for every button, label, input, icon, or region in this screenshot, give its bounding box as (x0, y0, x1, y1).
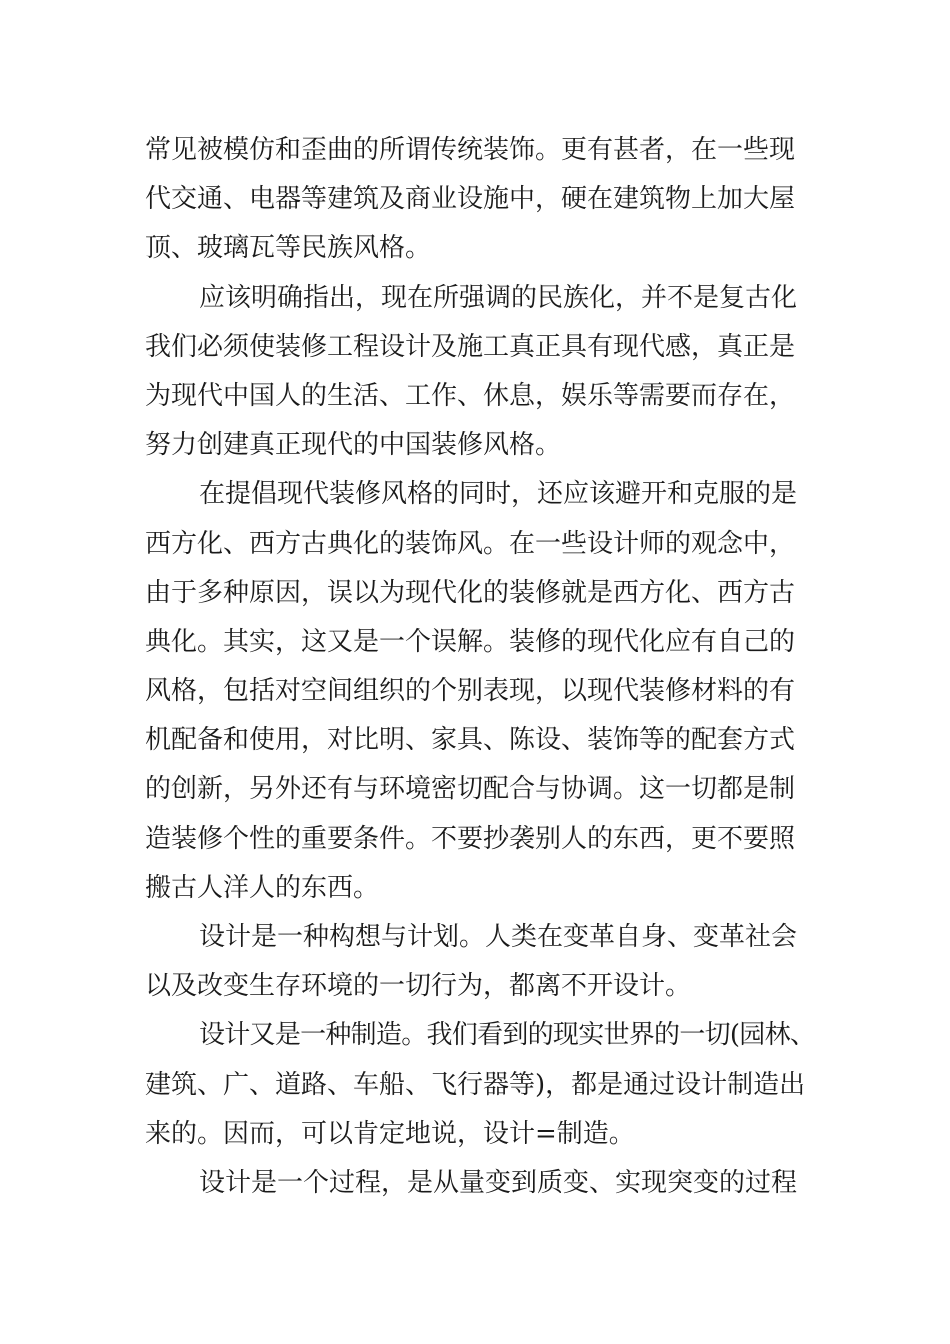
text-line: 代交通、电器等建筑及商业设施中，硬在建筑物上加大屋 (145, 184, 796, 215)
text-line: 以及改变生存环境的一切行为，都离不开设计。 (145, 971, 692, 1002)
text-line: 由于多种原因，误以为现代化的装修就是西方化、西方古 (145, 577, 796, 608)
paragraph-first-line: 应该明确指出，现在所强调的民族化，并不是复古化 (199, 282, 798, 313)
text-line: 典化。其实，这又是一个误解。装修的现代化应有自己的 (145, 626, 796, 657)
text-line: 造装修个性的重要条件。不要抄袭别人的东西，更不要照 (145, 823, 796, 854)
paragraph-first-line: 在提倡现代装修风格的同时，还应该避开和克服的是 (199, 479, 798, 510)
paragraph-first-line: 设计是一个过程，是从量变到质变、实现突变的过程 (199, 1167, 798, 1198)
text-line: 我们必须使装修工程设计及施工真正具有现代感，真正是 (145, 331, 796, 362)
paragraph-first-line: 设计是一种构想与计划。人类在变革自身、变革社会 (199, 922, 798, 952)
text-line: 来的。因而，可以肯定地说，设计=制造。 (145, 1118, 635, 1149)
text-line: 的创新，另外还有与环境密切配合与协调。这一切都是制 (145, 774, 796, 805)
text-line: 搬古人洋人的东西。 (145, 872, 380, 903)
paragraph-first-line: 设计又是一种制造。我们看到的现实世界的一切(园林、 (199, 1020, 816, 1051)
text-line: 努力创建真正现代的中国装修风格。 (145, 430, 562, 461)
text-line: 常见被模仿和歪曲的所谓传统装饰。更有甚者，在一些现 (145, 135, 796, 165)
text-line: 为现代中国人的生活、工作、休息，娱乐等需要而存在， (145, 380, 796, 411)
text-line: 建筑、广、道路、车船、飞行器等)，都是通过设计制造出 (145, 1069, 806, 1100)
text-line: 机配备和使用，对比明、家具、陈设、装饰等的配套方式 (145, 725, 796, 756)
text-line: 顶、玻璃瓦等民族风格。 (145, 233, 432, 264)
text-line: 西方化、西方古典化的装饰风。在一些设计师的观念中， (145, 528, 796, 559)
text-line: 风格，包括对空间组织的个别表现，以现代装修材料的有 (145, 676, 796, 707)
body-text (145, 126, 815, 1208)
